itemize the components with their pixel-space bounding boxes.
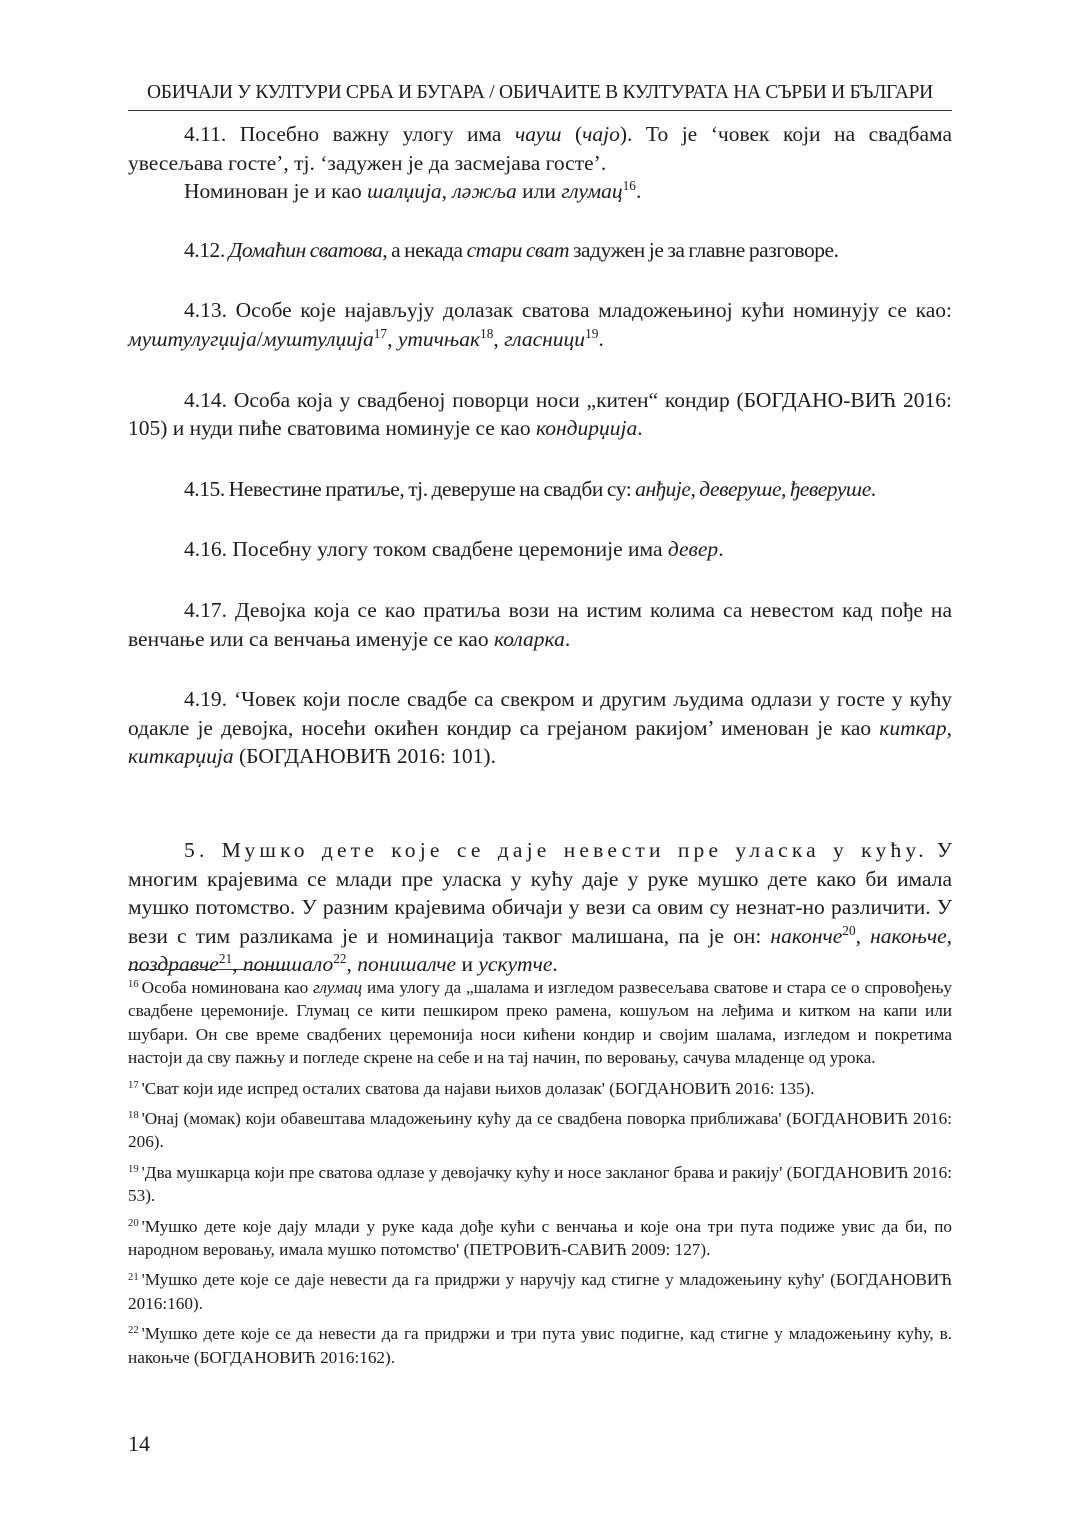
footnote-17: $^{17}$ 'Сват који иде испред осталих сватова да најави њихов долазак' (БОГДАНОВИЋ 2016: 135). <box>128 1078 815 1098</box>
paragraph-4-19: 4.19. ‘Човек који после свадбе са свекром и другим људима одлази у госте у кућу одакле је девојка, носећи окићен кондир са грејаном ракијом’ именован је као киткар, киткарџија (БОГДАНОВИЋ 2016: 101). <box>128 687 952 769</box>
footnote-ref-17[interactable]: 17 <box>373 325 388 341</box>
footnote-21: $^{21}$ 'Мушко дете које се даје невести да га придржи у наручју кад стигне у младожењину кућу' (БОГДАНОВИЋ 2016:160). <box>128 1270 952 1313</box>
footnote-ref-20[interactable]: 20 <box>842 922 856 938</box>
paragraph-4-14: 4.14. Особа која у свадбеној поворци носи „китен“ кондир (БОГДАНО-ВИЋ 2016: 105) и нуди пиће сватовима номинује се као кондирџија. <box>128 387 952 441</box>
paragraph-5: 5. Мушко дете које се даје невести пре уласка у кућу. У многим крајевима се млади пре уласка у кућу даје у руке мушко дете како би имала мушко потомство. У разним крајевима обичаји у вези са овим су незнат-но различити. У вези с тим разликама је и номинација таквог малишана, па је он: наконче$^{20}$, накоњче, поздравче$^{21}$, понишало$^{22}$, понишалче и ускутче. <box>128 837 953 977</box>
section-5-heading: 5. Мушко дете које се даје невести пре уласка у кућу. <box>184 837 928 862</box>
header-rule <box>128 110 952 111</box>
footnote-18: $^{18}$ 'Онај (момак) који обавештава младожењину кућу да се свадбена поворка приближава' (БОГДАНОВИЋ 2016: 206). <box>128 1109 952 1152</box>
footnote-rule <box>128 969 288 970</box>
body-text <box>128 120 952 979</box>
footnote-16: $^{16}$ Особа номинована као глумац има улогу да „шалама и изгледом развесељава сватове и стара се о спровођењу свадбене церемоније. Глумац се кити пешкиром преко рамена, кошуљом на леђима и китком на капи или шубари. Он све време свадбених церемонија носи кићени кондир и својим шалама, изгледом и покретима настоји да сву пажњу и погледе скрене на себе и на тај начин, по веровању, сачува младенце од урока. <box>128 978 952 1068</box>
footnote-ref-21[interactable]: 21 <box>218 951 233 967</box>
paragraph-4-16: 4.16. Посебну улогу током свадбене церемоније има девер. <box>184 537 724 562</box>
running-head: ОБИЧАЈИ У КУЛТУРИ СРБА И БУГАРА / ОБИЧАИТЕ В КУЛТУРАТА НА СЪРБИ И БЪЛГАРИ <box>147 82 933 103</box>
paragraph-4-12: 4.12. Домаћин сватова, а некада стари сват задужен је за главне разговоре. <box>184 237 839 262</box>
footnote-ref-19[interactable]: 19 <box>585 325 599 341</box>
paragraph-4-11-continued: Номинован је и као шалџија, лəжља или глумац$^{16}$. <box>184 178 642 204</box>
paragraph-4-17: 4.17. Девојка која се као пратиља вози на истим колима са невестом кад пође на венчање или са венчања именује се као коларка. <box>128 597 952 651</box>
page-number: 14 <box>128 1431 150 1456</box>
footnote-22: $^{22}$ 'Мушко дете које се да невести да га придржи и три пута увис подигне, кад стигне у младожењину кућу, в. накоњче (БОГДАНОВИЋ 2016:162). <box>128 1324 952 1367</box>
paragraph-4-11: 4.11. Посебно важну улогу има чауш (чајо). То је ‘човек који на свадбама увесељава госте’, тј. ‘задужен је да засмејава госте’. <box>128 122 952 175</box>
footnote-ref-16[interactable]: 16 <box>622 178 636 194</box>
paragraph-4-13: 4.13. Особе које најављују долазак сватова младожењиној кући номинују се као: муштулугџија/муштулџија$^{17}$, утичњак$^{18}$, гласници$^{19}$. <box>128 298 952 351</box>
footnote-ref-22[interactable]: 22 <box>333 951 347 967</box>
footnotes <box>128 976 952 1376</box>
footnote-ref-18[interactable]: 18 <box>480 325 494 341</box>
footnote-19: $^{19}$ 'Два мушкарца који пре сватова одлазе у девојачку кућу и носе закланог брава и ракију' (БОГДАНОВИЋ 2016: 53). <box>128 1162 952 1206</box>
footnote-20: $^{20}$ 'Мушко дете које дају млади у руке када дође кући с венчања и које она три пута подиже увис да би, по народном веровању, имала мушко потомство' (ПЕТРОВИЋ-САВИЋ 2009: 127). <box>128 1216 952 1260</box>
paragraph-4-15: 4.15. Невестине пратиље, тј. деверуше на свадби су: анђије, деверуше, ђеверуше. <box>184 476 876 501</box>
